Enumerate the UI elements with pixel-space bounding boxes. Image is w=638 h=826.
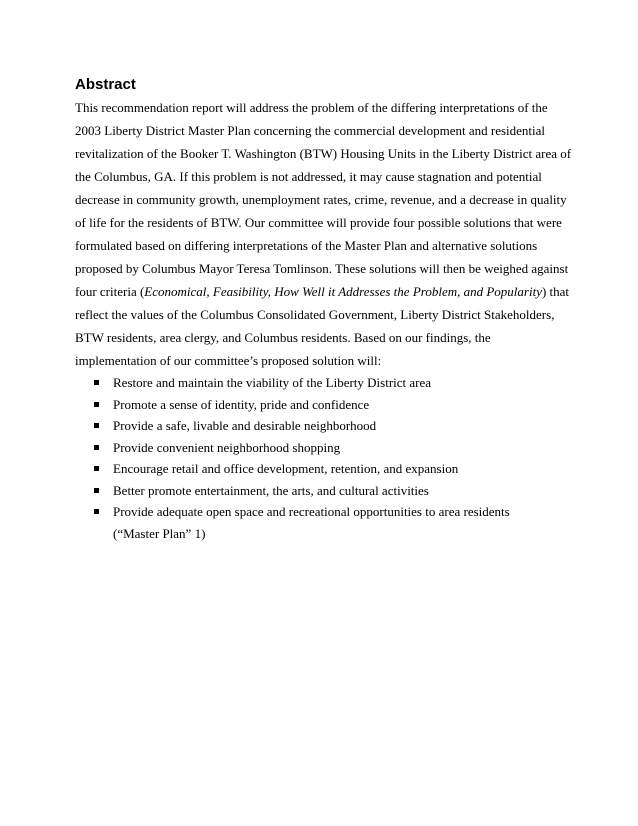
square-bullet-icon	[94, 466, 99, 471]
solution-outcomes-list	[93, 372, 563, 544]
abstract-paragraph	[75, 96, 575, 372]
square-bullet-icon	[94, 509, 99, 514]
square-bullet-icon	[94, 380, 99, 385]
list-item	[93, 372, 563, 394]
list-item-text: Restore and maintain the viability of the Liberty District area	[113, 375, 432, 390]
square-bullet-icon	[94, 445, 99, 450]
list-item-text: Provide convenient neighborhood shopping	[113, 439, 341, 455]
criteria-list-italic: Economical, Feasibility, How Well it Addresses the Problem, and Popularity	[144, 284, 542, 299]
abstract-heading: Abstract	[75, 76, 136, 93]
list-item	[93, 480, 563, 502]
list-item	[93, 437, 563, 459]
paragraph-text-part-1: This recommendation report will address the problem of the differing interpretations of the 2003 Liberty District Master Plan concerning the commercial development and residential revitalization of the Booker T. Washington (BTW) Housing Units in the Liberty District area of the Columbus, GA. If this problem is not addressed, it may cause stagnation and potential decrease in community growth, unemployment rates, crime, revenue, and a decrease in quality of life for the residents of BTW. Our committee will provide four possible solutions that were formulated based on differing interpretations of the Master Plan and alternative solutions proposed by Columbus Mayor Teresa Tomlinson. These solutions will then be weighed against four criteria (	[75, 100, 572, 299]
list-item	[93, 458, 563, 480]
square-bullet-icon	[94, 488, 99, 493]
list-item-text: Encourage retail and office development, retention, and expansion	[113, 461, 459, 476]
list-item-text: Promote a sense of identity, pride and confidence	[113, 396, 370, 412]
square-bullet-icon	[94, 402, 99, 407]
paragraph-text-part-2: ) that reflect the values of the Columbus Consolidated Government, Liberty District Stakeholders, BTW residents, area clergy, and Columbus residents. Based on our findings, the implementation of our committee’s proposed solution will:	[75, 284, 570, 368]
list-item	[93, 501, 563, 544]
list-item-text: Better promote entertainment, the arts, and cultural activities	[113, 482, 429, 498]
list-item-text: Provide adequate open space and recreational opportunities to area residents	[113, 504, 510, 519]
list-item-text: Provide a safe, livable and desirable neighborhood	[113, 418, 377, 433]
citation: (“Master Plan” 1)	[113, 525, 206, 541]
square-bullet-icon	[94, 423, 99, 428]
list-item	[93, 415, 563, 437]
list-item	[93, 394, 563, 416]
